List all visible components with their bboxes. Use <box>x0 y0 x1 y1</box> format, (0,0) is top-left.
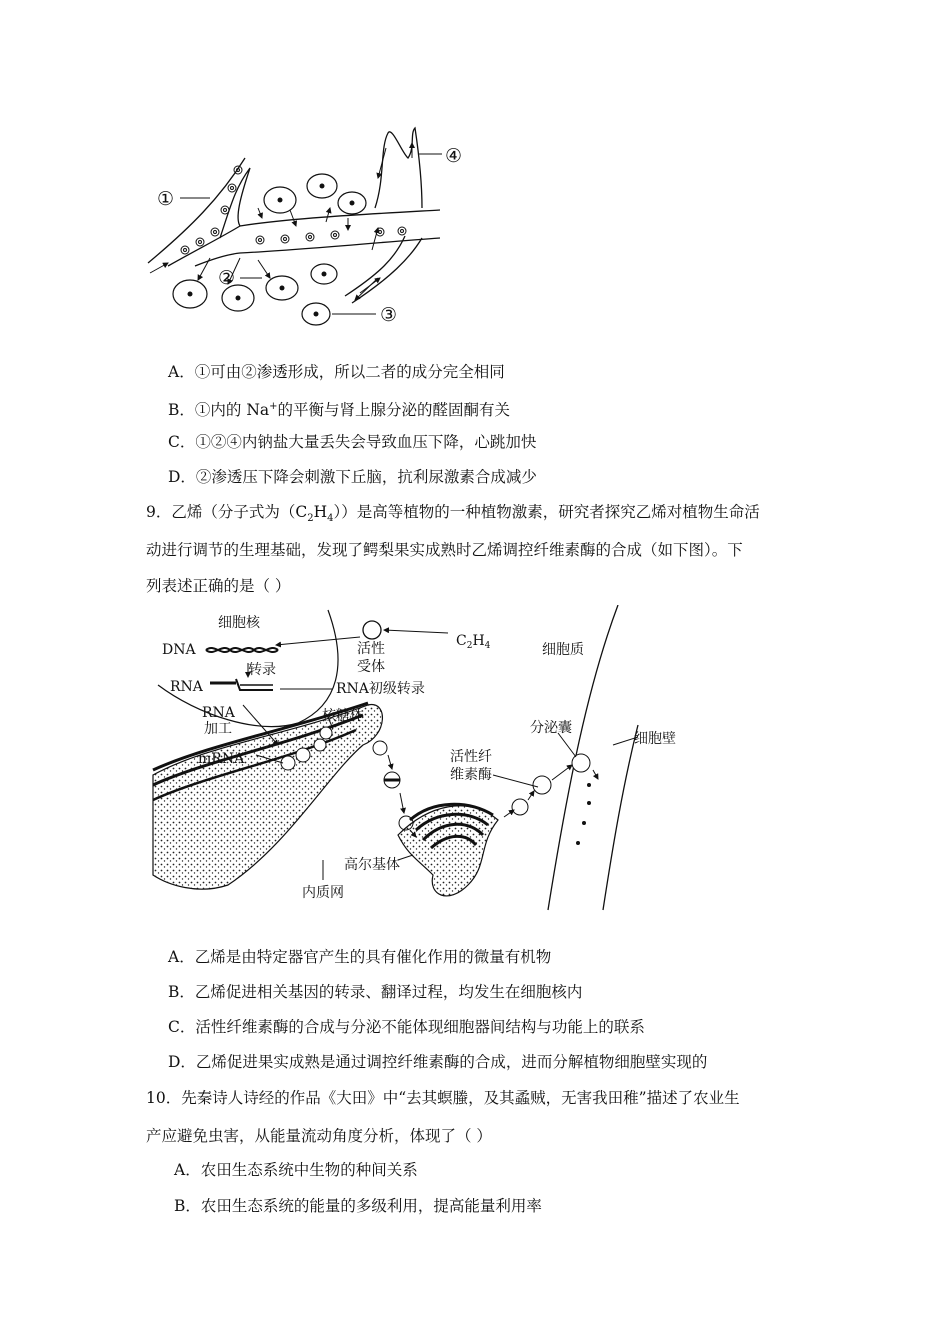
label-rna-processing-1: RNA <box>202 705 235 721</box>
label-cell-wall: 细胞壁 <box>634 731 676 747</box>
q10-option-b: B．农田生态系统的能量的多级利用，提高能量利用率 <box>174 1197 542 1215</box>
label-golgi: 高尔基体 <box>344 857 400 873</box>
q9-stem-line-3: 列表述正确的是（ ） <box>146 577 291 595</box>
label-3: ③ <box>380 304 398 326</box>
label-rna: RNA <box>170 679 203 695</box>
label-cytoplasm: 细胞质 <box>542 642 584 658</box>
q10-stem-line-1: 10．先秦诗人诗经的作品《大田》中“去其螟螣，及其蟊贼，无害我田稚”描述了农业生 <box>146 1089 740 1107</box>
label-ribosome: 核糖体 <box>322 708 364 724</box>
label-rna-processing-2: 加工 <box>204 721 232 737</box>
label-1: ① <box>157 188 175 210</box>
label-transcription: 转录 <box>248 662 276 678</box>
label-vesicle: 分泌囊 <box>530 720 572 736</box>
label-dna: DNA <box>162 642 196 658</box>
q8-option-c: C．①②④内钠盐大量丢失会导致血压下降，心跳加快 <box>168 433 537 451</box>
q9-stem-line-2: 动进行调节的生理基础，发现了鳄梨果实成熟时乙烯调控纤维素酶的合成（如下图）。下 <box>146 541 743 559</box>
q9-option-b: B．乙烯促进相关基因的转录、翻译过程，均发生在细胞核内 <box>168 983 583 1001</box>
label-er: 内质网 <box>302 885 344 901</box>
label-c2h4: $C_2H_4$ <box>456 633 491 651</box>
label-4: ④ <box>445 145 463 167</box>
tissue-fluid-diagram <box>140 118 480 338</box>
q9-option-a: A．乙烯是由特定器官产生的具有催化作用的微量有机物 <box>168 948 552 966</box>
label-cellulase-1: 活性纤 <box>450 749 492 765</box>
label-mrna: mRNA <box>198 751 245 767</box>
q9-stem-line-1: 9．乙烯（分子式为$(C_2H_4)$）是高等植物的一种植物激素，研究者探究乙烯对植物生命活 <box>146 503 760 525</box>
q10-option-a: A．农田生态系统中生物的种间关系 <box>174 1161 418 1179</box>
q10-stem-line-2: 产应避免虫害，从能量流动角度分析，体现了（ ） <box>146 1127 492 1145</box>
q9-option-c: C．活性纤维素酶的合成与分泌不能体现细胞器间结构与功能上的联系 <box>168 1018 645 1036</box>
label-rna-primary: RNA初级转录 <box>336 681 425 697</box>
label-nucleus: 细胞核 <box>218 615 260 631</box>
label-receptor-1: 活性 <box>357 641 385 657</box>
ethylene-cellulase-diagram <box>148 605 688 915</box>
q9-option-d: D．乙烯促进果实成熟是通过调控纤维素酶的合成，进而分解植物细胞壁实现的 <box>168 1053 708 1071</box>
label-cellulase-2: 维素酶 <box>450 767 492 783</box>
label-2: ② <box>218 267 236 289</box>
q8-option-a: A．①可由②渗透形成，所以二者的成分完全相同 <box>168 363 505 381</box>
label-receptor-2: 受体 <box>357 659 385 675</box>
q8-option-b: B．①内的 Na+的平衡与肾上腺分泌的醛固酮有关 <box>168 401 511 420</box>
q8-option-d: D．②渗透压下降会刺激下丘脑，抗利尿激素合成减少 <box>168 468 537 486</box>
